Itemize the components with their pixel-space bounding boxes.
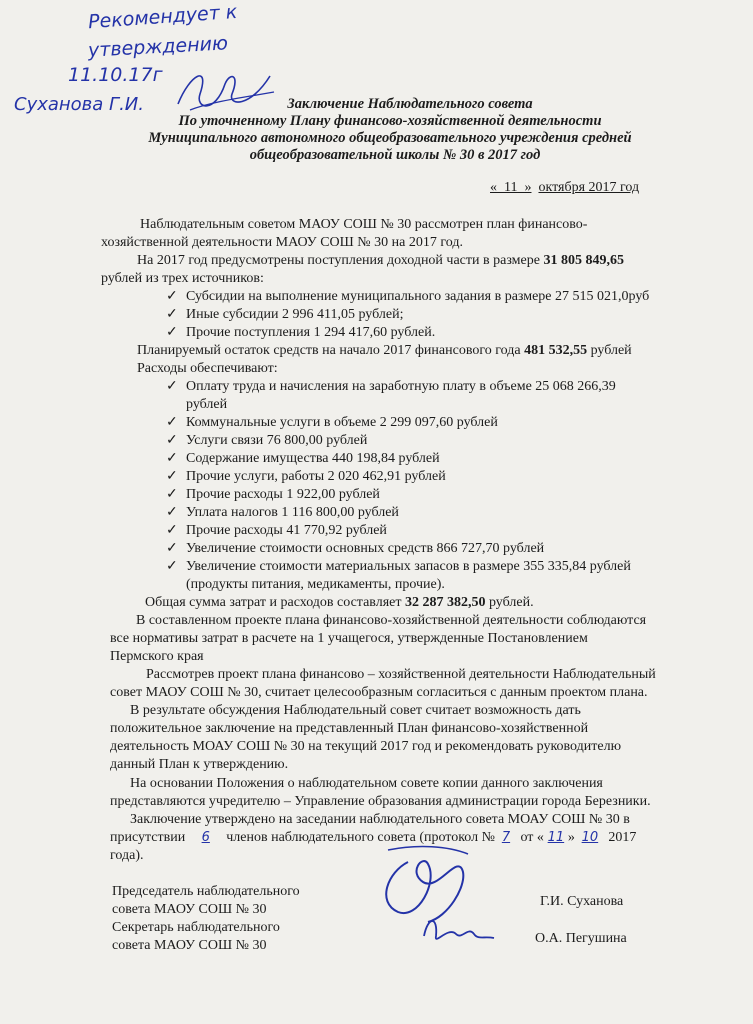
expenses-heading: Расходы обеспечивают:	[137, 361, 278, 376]
chair-title-line-1: Председатель наблюдательного	[112, 884, 300, 899]
protocol-year: 2017	[604, 830, 637, 845]
title-line-4: общеобразовательной школы № 30 в 2017 год	[249, 147, 541, 163]
chair-name: Г.И. Суханова	[540, 894, 624, 909]
check-icon: ✓	[166, 487, 178, 502]
date-day: 11	[504, 180, 518, 195]
date-close-quote: »	[524, 180, 532, 195]
handwritten-name: Суханова Г.И.	[14, 94, 144, 115]
income-intro: На 2017 год предусмотрены поступления доходной части в размере	[137, 253, 544, 268]
check-icon: ✓	[166, 325, 178, 340]
date-open-quote: «	[490, 180, 497, 195]
check-icon: ✓	[166, 415, 178, 430]
total-intro: Общая сумма затрат и расходов составляет	[145, 595, 405, 610]
income-total: 31 805 849,65	[543, 253, 624, 268]
balance-amount: 481 532,55	[524, 343, 588, 358]
expense-item: Уплата налогов 1 116 800,00 рублей	[186, 505, 399, 520]
total-amount: 32 287 382,50	[404, 595, 486, 610]
paragraph-3	[137, 342, 632, 359]
protocol-number: 7	[501, 830, 511, 845]
expense-item: Содержание имущества 440 198,84 рублей	[186, 451, 440, 466]
handwritten-line-2: утверждению	[87, 32, 229, 62]
paragraph-6-line-2: все нормативы затрат в расчете на 1 учащегося, утвержденные Постановлением	[110, 631, 588, 646]
paragraph-10-line-1: Заключение утверждено на заседании наблюдательного совета МОАУ СОШ № 30 в	[130, 812, 630, 827]
check-icon: ✓	[166, 559, 178, 574]
secretary-title-line-2: совета МАОУ СОШ № 30	[112, 938, 267, 953]
check-icon: ✓	[166, 433, 178, 448]
attendance-intro: присутствии	[110, 830, 189, 845]
paragraph-8-line-3: деятельность МОАУ СОШ № 30 на текущий 2017 год и рекомендовать руководителю	[110, 739, 622, 754]
check-icon: ✓	[166, 505, 178, 520]
income-item: Иные субсидии 2 996 411,05 рублей;	[186, 307, 404, 322]
handwritten-line-1: Рекомендует к	[87, 0, 238, 34]
attendance-count: 6	[201, 830, 210, 845]
secretary-name: О.А. Пегушина	[535, 931, 627, 946]
expense-item-1-line-1: Оплату труда и начисления на заработную плату в объеме 25 068 266,39	[186, 379, 616, 394]
paragraph-7-line-2: совет МАОУ СОШ № 30, считает целесообразным согласиться с данным проектом плана.	[110, 685, 648, 700]
expense-item: Прочие услуги, работы 2 020 462,91 рублей	[186, 469, 446, 484]
paragraph-2-line-1	[137, 252, 624, 269]
expense-item: Прочие расходы 41 770,92 рублей	[186, 523, 387, 538]
paragraph-1-line-2: хозяйственной деятельности МАОУ СОШ № 30 на 2017 год.	[101, 235, 463, 250]
paragraph-8-line-1: В результате обсуждения Наблюдательный совет считает возможность дать	[130, 703, 581, 718]
paragraph-6-line-1: В составленном проекте плана финансово-хозяйственной деятельности соблюдаются	[136, 613, 647, 628]
protocol-day: 11	[547, 830, 565, 845]
income-item: Прочие поступления 1 294 417,60 рублей.	[186, 325, 436, 340]
paragraph-9-line-2: представляются учредителю – Управление образования администрации города Березники.	[110, 794, 651, 809]
expense-item: Увеличение стоимости основных средств 866 727,70 рублей	[186, 541, 545, 556]
title-line-1: Заключение Наблюдательного совета	[287, 96, 533, 112]
total-unit: рублей.	[485, 595, 534, 610]
check-icon: ✓	[166, 307, 178, 322]
total-expenses	[145, 594, 534, 611]
check-icon: ✓	[166, 289, 178, 304]
paragraph-9-line-1: На основании Положения о наблюдательном совете копии данного заключения	[130, 776, 603, 791]
handwritten-date: 11.10.17г	[68, 64, 163, 86]
attendance-text: членов наблюдательного совета (протокол №	[222, 830, 495, 845]
expense-item-10-line-2: (продукты питания, медикаменты, прочие).	[186, 577, 445, 592]
expense-item: Услуги связи 76 800,00 рублей	[186, 433, 368, 448]
secretary-title-line-1: Секретарь наблюдательного	[112, 920, 280, 935]
chair-title-line-2: совета МАОУ СОШ № 30	[112, 902, 267, 917]
expense-item: Коммунальные услуги в объеме 2 299 097,60 рублей	[186, 415, 498, 430]
protocol-close-quote: »	[567, 830, 575, 845]
paragraph-10-line-3: года).	[110, 848, 144, 863]
secretary-signature-icon	[418, 906, 498, 954]
protocol-from: от «	[516, 830, 544, 845]
protocol-month: 10	[581, 830, 599, 845]
paragraph-6-line-3: Пермского края	[110, 649, 204, 664]
expense-item-10-line-1: Увеличение стоимости материальных запасов в размере 355 335,84 рублей	[186, 559, 631, 574]
document-date	[490, 179, 639, 196]
income-item: Субсидии на выполнение муниципального задания в размере 27 515 021,0руб	[186, 289, 650, 304]
balance-unit: рублей	[587, 343, 632, 358]
paragraph-1-line-1: Наблюдательным советом МАОУ СОШ № 30 рассмотрен план финансово-	[140, 217, 588, 232]
check-icon: ✓	[166, 541, 178, 556]
check-icon: ✓	[166, 469, 178, 484]
date-month-year: октября 2017 год	[538, 180, 640, 195]
title-line-3: Муниципального автономного общеобразовательного учреждения средней	[148, 130, 632, 146]
balance-intro: Планируемый остаток средств на начало 2017 финансового года	[137, 343, 525, 358]
paragraph-8-line-4: данный План к утверждению.	[110, 757, 289, 772]
paragraph-8-line-2: положительное заключение на представленный План финансово-хозяйственной	[110, 721, 589, 736]
check-icon: ✓	[166, 523, 178, 538]
paragraph-2-line-2: рублей из трех источников:	[101, 271, 264, 286]
check-icon: ✓	[166, 379, 178, 394]
expense-item: Прочие расходы 1 922,00 рублей	[186, 487, 380, 502]
expense-item-1-line-2: рублей	[186, 397, 228, 412]
paragraph-7-line-1: Рассмотрев проект плана финансово – хозяйственной деятельности Наблюдательный	[146, 667, 656, 682]
title-line-2: По уточненному Плану финансово-хозяйственной деятельности	[178, 113, 602, 129]
check-icon: ✓	[166, 451, 178, 466]
